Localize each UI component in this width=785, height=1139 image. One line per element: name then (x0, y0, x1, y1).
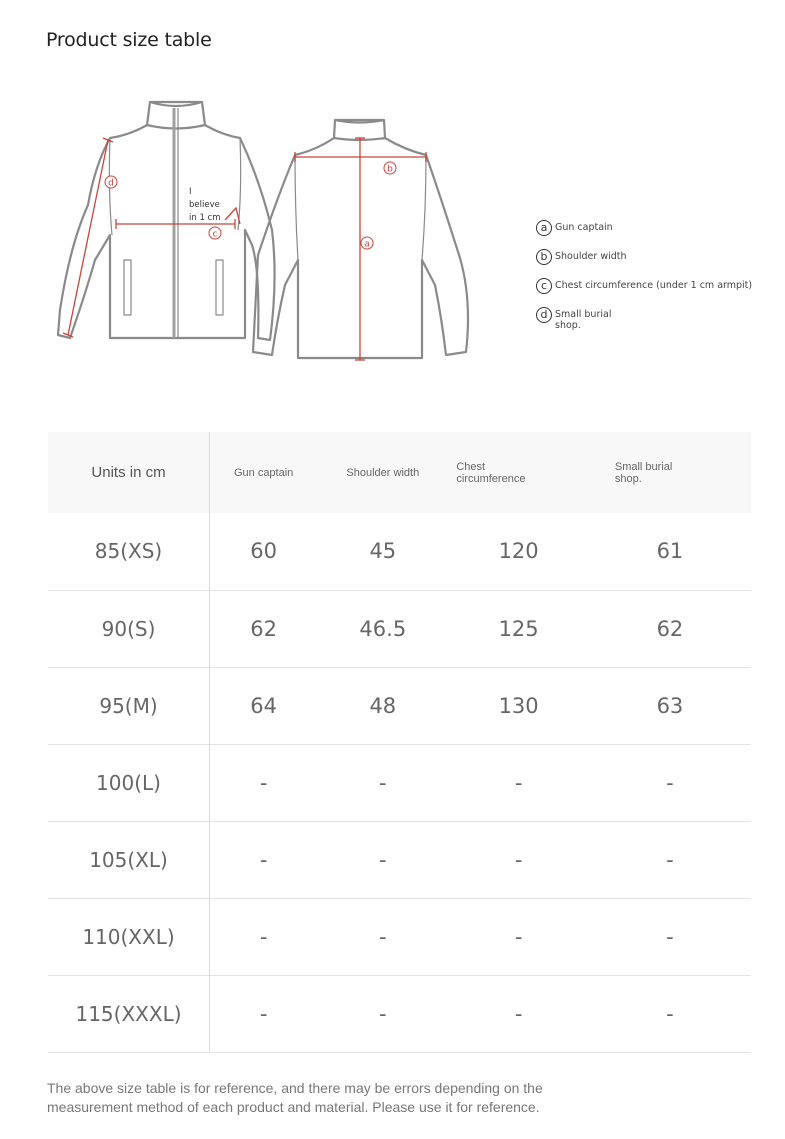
value-cell: - (514, 770, 523, 795)
size-cell: 100(L) (48, 744, 210, 821)
marker-d (105, 176, 117, 189)
value-cell: - (666, 924, 674, 949)
page-title: Product size table (46, 29, 212, 51)
marker-a (361, 237, 373, 250)
table-row (48, 667, 751, 744)
jacket-diagram (40, 80, 490, 375)
value-cell: - (379, 847, 387, 872)
legend-label: Gun captain (555, 222, 613, 233)
table-row (48, 590, 751, 667)
legend-item (536, 307, 752, 336)
table-row (48, 898, 751, 975)
size-cell: 115(XXXL) (48, 975, 210, 1052)
size-cell: 95(M) (48, 667, 210, 744)
legend-item (536, 278, 752, 307)
value-cell: - (379, 1001, 387, 1026)
size-cell: 85(XS) (48, 513, 210, 590)
header-small-burial: Small burial shop. (614, 460, 673, 485)
value-cell: - (259, 770, 268, 795)
size-cell: 110(XXL) (48, 898, 210, 975)
value-cell: 61 (656, 539, 684, 564)
header-units: Units in cm (48, 432, 210, 513)
header-gun-captain: Gun captain (233, 466, 294, 479)
legend-item (536, 220, 752, 249)
table-row (48, 513, 751, 590)
value-cell: - (259, 1001, 268, 1026)
svg-text:d: d (108, 178, 114, 189)
value-cell: 45 (369, 539, 397, 564)
letter-a-icon: a (536, 220, 552, 236)
value-cell: - (666, 847, 674, 872)
header-chest: Chest circumference (456, 460, 526, 485)
table-row (48, 821, 751, 898)
value-cell: - (259, 847, 268, 872)
value-cell: - (514, 924, 523, 949)
size-cell: 105(XL) (48, 821, 210, 898)
table-row (48, 975, 751, 1052)
value-cell: - (514, 1001, 523, 1026)
legend-item (536, 249, 752, 278)
measurement-legend (536, 220, 752, 336)
value-cell: 125 (498, 616, 539, 641)
value-cell: 46.5 (359, 616, 407, 641)
value-cell: 130 (498, 693, 539, 718)
value-cell: - (379, 770, 387, 795)
letter-b-icon: b (536, 249, 552, 265)
letter-c-icon: c (536, 278, 552, 294)
front-measure-note: I believe in 1 cm (189, 187, 221, 223)
value-cell: 64 (250, 693, 277, 718)
value-cell: 62 (656, 616, 684, 641)
svg-text:c: c (212, 229, 218, 240)
front-jacket-illustration (58, 102, 275, 340)
legend-label: Small burial shop. (555, 309, 612, 331)
table-row (48, 744, 751, 821)
header-shoulder-width: Shoulder width (346, 466, 420, 479)
legend-label: Chest circumference (under 1 cm armpit) (555, 280, 753, 291)
legend-label: Shoulder width (555, 251, 627, 262)
value-cell: 60 (250, 539, 277, 564)
value-cell: - (379, 924, 387, 949)
value-cell: 120 (498, 539, 539, 564)
size-table (48, 432, 751, 1053)
size-cell: 90(S) (48, 590, 210, 667)
letter-d-icon: d (536, 307, 552, 323)
value-cell: - (666, 770, 674, 795)
value-cell: - (514, 847, 523, 872)
value-cell: 63 (656, 693, 684, 718)
value-cell: 48 (369, 693, 397, 718)
svg-text:b: b (387, 164, 393, 175)
value-cell: - (259, 924, 268, 949)
table-header-row (48, 432, 751, 513)
marker-b (384, 162, 396, 175)
value-cell: - (666, 1001, 674, 1026)
reference-footnote: The above size table is for reference, and there may be errors depending on the measurement method of each product and material. Please use it for reference. (47, 1080, 543, 1115)
svg-text:a: a (364, 239, 370, 250)
value-cell: 62 (250, 616, 277, 641)
